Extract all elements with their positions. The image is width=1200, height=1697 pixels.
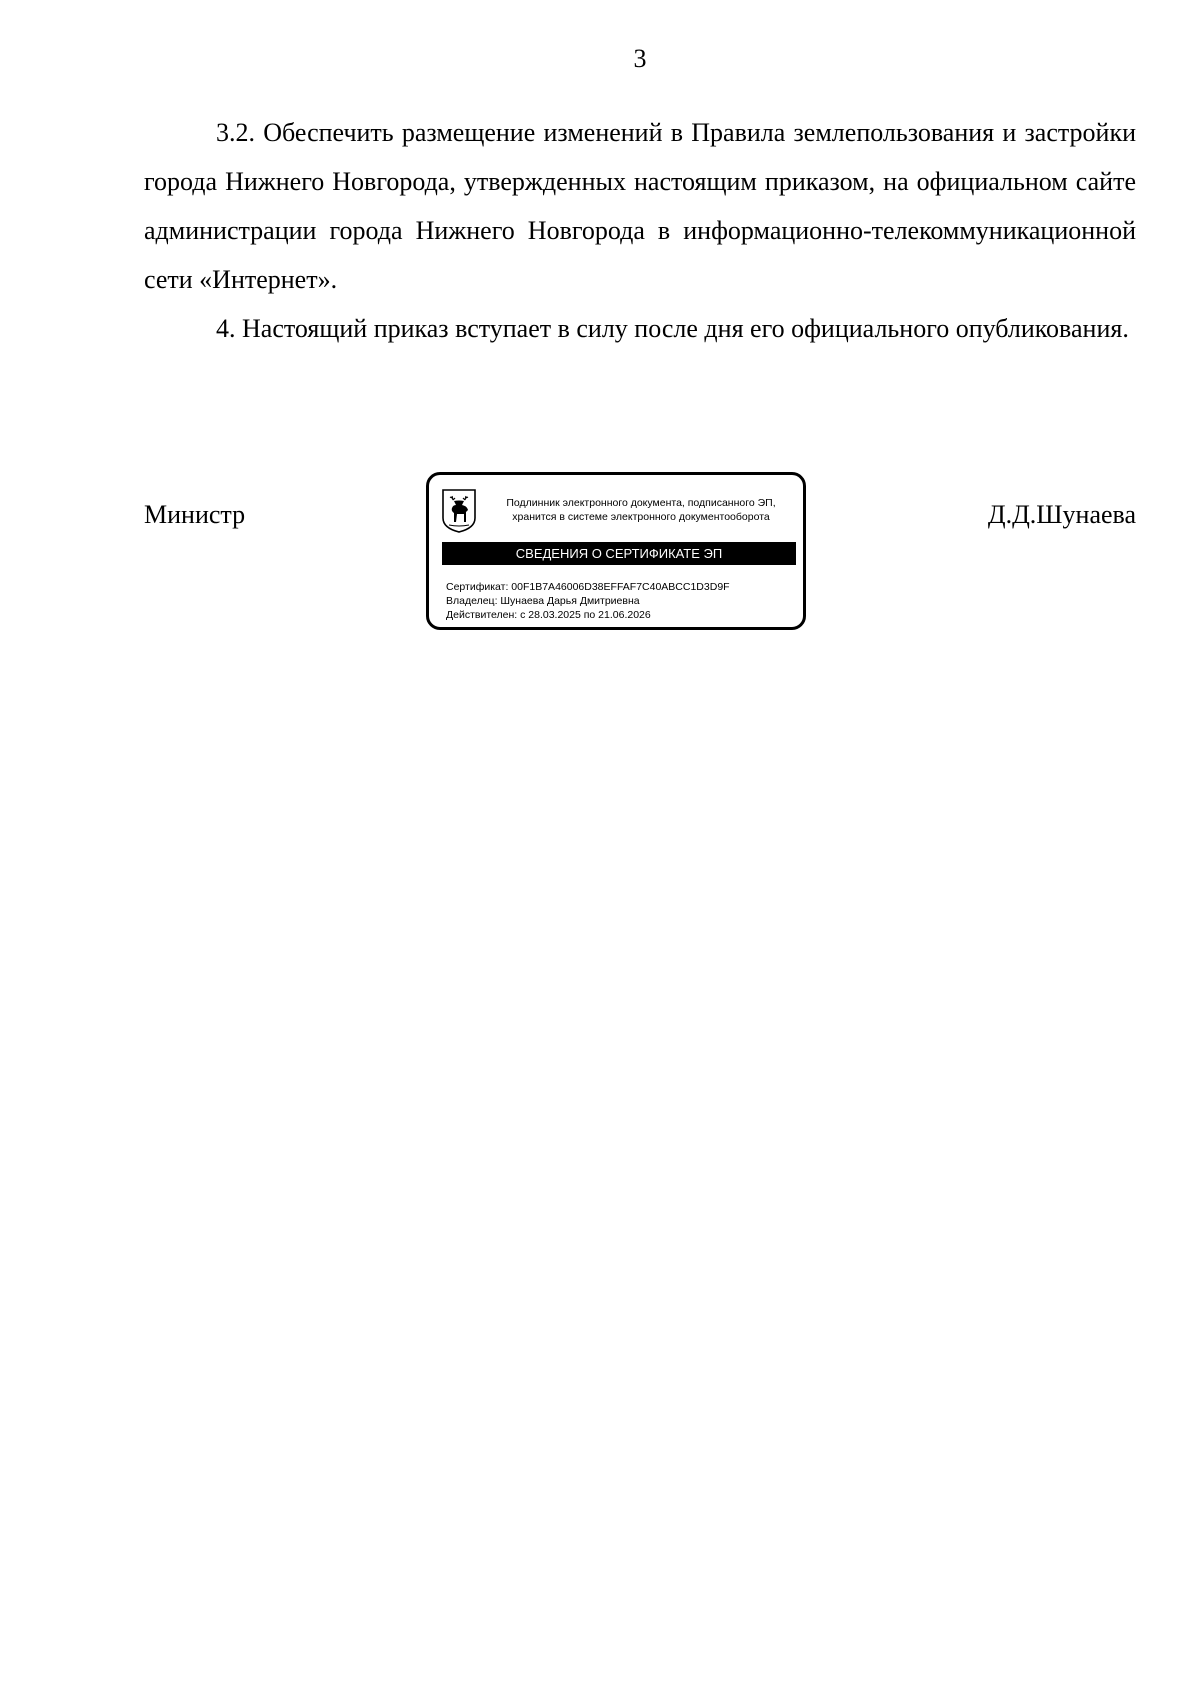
stamp-header-line-2: хранится в системе электронного документооборота [512, 511, 770, 523]
certificate-info-title: СВЕДЕНИЯ О СЕРТИФИКАТЕ ЭП [442, 542, 796, 565]
certificate-owner: Владелец: Шунаева Дарья Дмитриевна [446, 595, 640, 607]
paragraph-4: 4. Настоящий приказ вступает в силу после дня его официального опубликования. [216, 314, 1129, 343]
certificate-number: Сертификат: 00F1B7A46006D38EFFAF7C40ABCC1D3D9F [446, 581, 730, 593]
stamp-header-line-1: Подлинник электронного документа, подписанного ЭП, [506, 497, 776, 509]
paragraph-3-2: 3.2. Обеспечить размещение изменений в Правила землепользования и застройки города Нижнего Новгорода, утвержденных настоящим приказом, на официальном сайте администрации города Нижнего Новгорода в информационно-телекоммуникационной сети «Интернет». [144, 118, 1136, 294]
stamp-header [485, 496, 797, 524]
page-number: 3 [633, 44, 647, 73]
certificate-validity: Действителен: с 28.03.2025 по 21.06.2026 [446, 609, 651, 621]
document-body [144, 108, 1136, 353]
deer-emblem-icon [441, 488, 477, 534]
signer-position: Министр [144, 500, 246, 529]
signer-name: Д.Д.Шунаева [987, 500, 1136, 529]
certificate-details [446, 580, 730, 622]
electronic-signature-stamp [426, 472, 806, 630]
